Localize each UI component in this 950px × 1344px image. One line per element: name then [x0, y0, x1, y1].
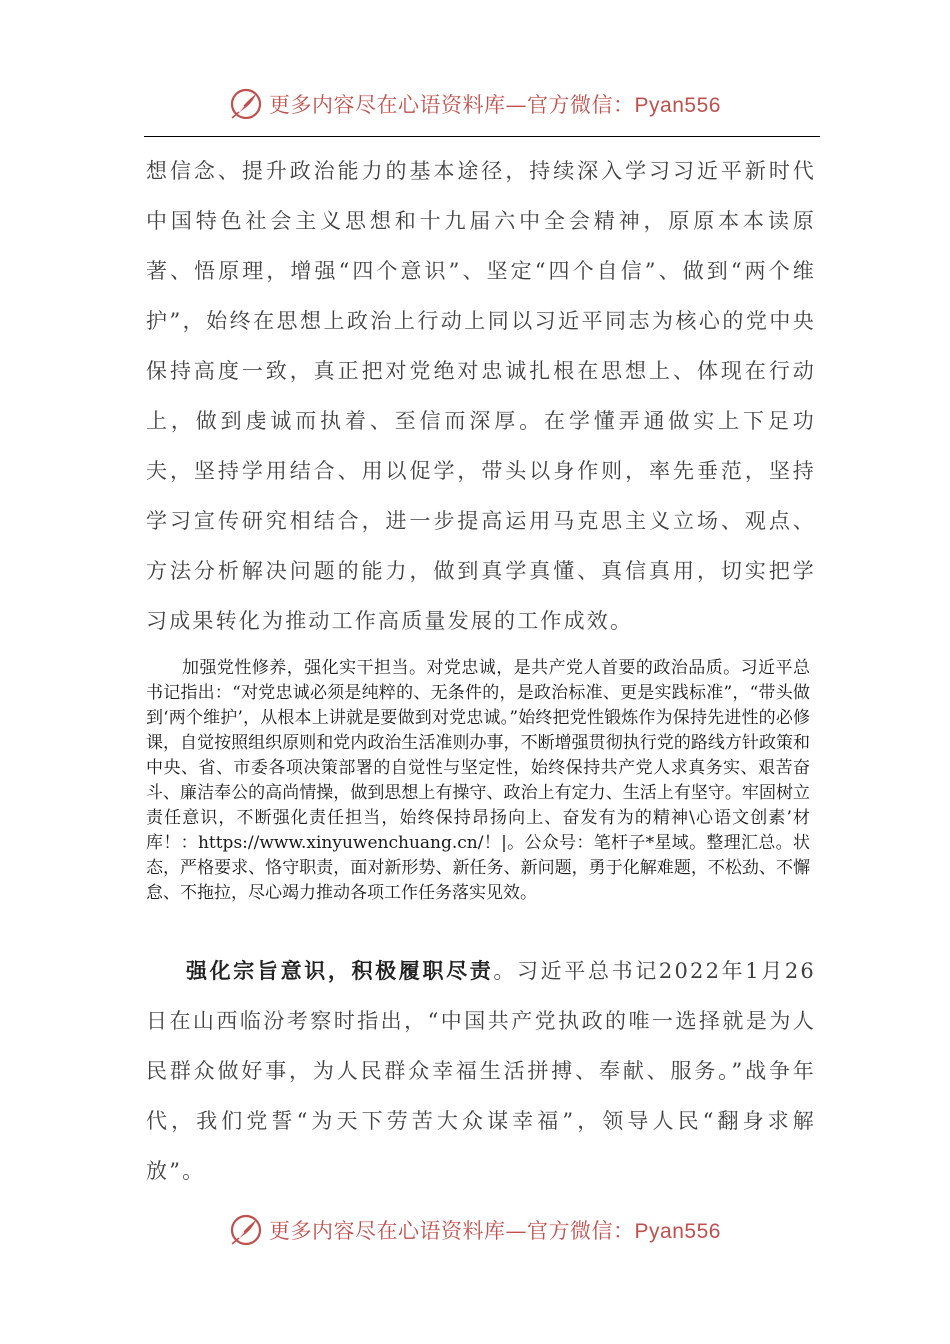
header-banner-text: 更多内容尽在心语资料库—官方微信：Pyan556: [269, 93, 721, 117]
body-paragraph-3: [146, 946, 816, 1196]
footer-banner-text: 更多内容尽在心语资料库—官方微信：Pyan556: [269, 1219, 721, 1243]
quill-pen-logo-icon: [229, 87, 263, 121]
footer-banner: [0, 1210, 950, 1250]
header-banner: [0, 84, 950, 124]
footer-wechat-id: Pyan556: [634, 1220, 721, 1243]
header-rule: [144, 136, 820, 137]
paragraph-3-text: 。习近平总书记2022年1月26日在山西临汾考察时指出，“中国共产党执政的唯一选择就是为人民群众做好事，为人民群众幸福生活拼搏、奉献、服务。”战争年代，我们党誓“为天下劳苦大众谋幸福”，领导人民“翻身求解放”。: [146, 959, 816, 1183]
paragraph-3-lead: 强化宗旨意识，积极履职尽责: [186, 958, 494, 983]
body-paragraph-1: 想信念、提升政治能力的基本途径，持续深入学习习近平新时代中国特色社会主义思想和十九届六中全会精神，原原本本读原著、悟原理，增强“四个意识”、坚定“四个自信”、做到“两个维护”，始终在思想上政治上行动上同以习近平同志为核心的党中央保持高度一致，真正把对党绝对忠诚扎根在思想上、体现在行动上，做到虔诚而执着、至信而深厚。在学懂弄通做实上下足功夫，坚持学用结合、用以促学，带头以身作则，率先垂范，坚持学习宣传研究相结合，进一步提高运用马克思主义立场、观点、方法分析解决问题的能力，做到真学真懂、真信真用，切实把学习成果转化为推动工作高质量发展的工作成效。: [146, 159, 816, 633]
quill-pen-logo-icon: [229, 1213, 263, 1247]
body-paragraph-2: 加强党性修养，强化实干担当。对党忠诚，是共产党人首要的政治品质。习近平总书记指出：“对党忠诚必须是纯粹的、无条件的，是政治标准、更是实践标准”，“带头做到‘两个维护’，从根本上讲就是要做到对党忠诚。”始终把党性锻炼作为保持先进性的必修课，自觉按照组织原则和党内政治生活准则办事，不断增强贯彻执行党的路线方针政策和中央、省、市委各项决策部署的自觉性与坚定性，始终保持共产党人求真务实、艰苦奋斗、廉洁奉公的高尚情操，做到思想上有操守、政治上有定力、生活上有坚守。牢固树立责任意识，不断强化责任担当，始终保持昂扬向上、奋发有为的精神\心语文创素’材库！：https://www.xinyuwenchuang.cn/！|。公众号：笔杆子*星域。整理汇总。状态，严格要求、恪守职责，面对新形势、新任务、新问题，勇于化解难题，不松劲、不懈怠、不拖拉，尽心竭力推动各项工作任务落实见效。: [146, 658, 810, 903]
header-wechat-id: Pyan556: [634, 94, 721, 117]
